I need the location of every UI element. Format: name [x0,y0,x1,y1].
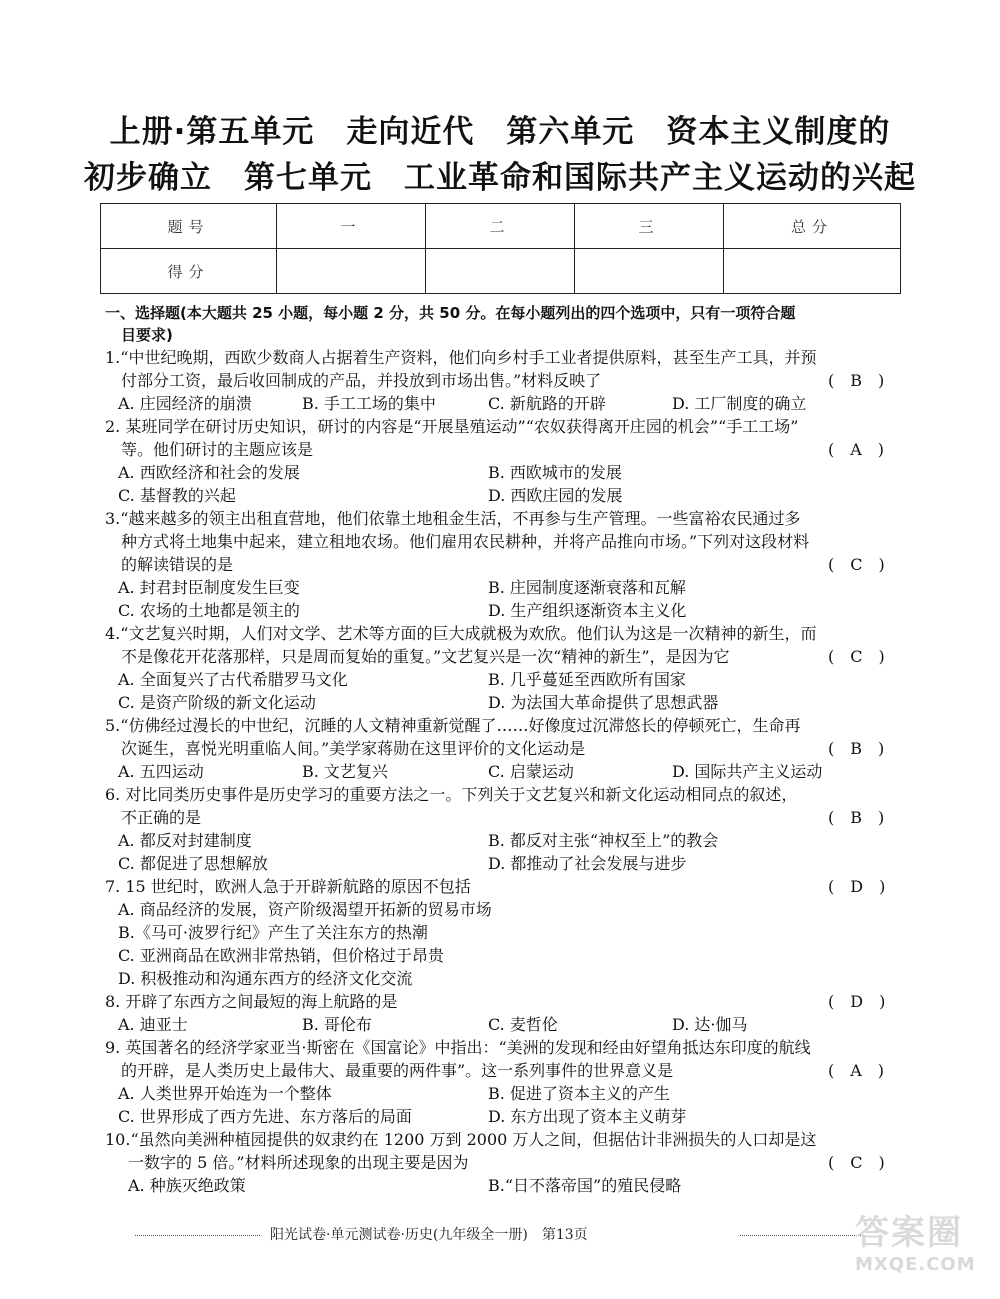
footer-divider-right [740,1235,865,1236]
question-3-text: 种方式将土地集中起来，建立租地农场。他们雇用农民耕种，并将产品推向市场。”下列对这段材料 [121,532,810,551]
option-b: B. 都反对主张“神权至上”的教会 [488,831,719,850]
score-table-header-row [101,204,901,249]
option-d: D. 西欧庄园的发展 [488,486,623,505]
option-b: B.“日不落帝国”的殖民侵略 [488,1176,682,1195]
question-9-text: 9. 英国著名的经济学家亚当·斯密在《国富论》中指出：“美洲的发现和经由好望角抵达东印度的航线 [105,1038,811,1057]
score-cell: 题号 [101,204,277,249]
option-a: A. 种族灭绝政策 [128,1176,246,1195]
option-a: A. 迪亚士 [118,1015,188,1034]
option-c: C. 亚洲商品在欧洲非常热销，但价格过于昂贵 [118,946,444,965]
score-cell [724,249,901,294]
question-3-answer: ( C ) [828,555,885,574]
score-cell: 总分 [724,204,901,249]
watermark-logo [855,1205,995,1295]
question-10-text: 10.“虽然向美洲种植园提供的奴隶约在 1200 万到 2000 万人之间，但据估计非洲损失的人口却是这 [105,1130,817,1149]
page-footer: 阳光试卷·单元测试卷·历史(九年级全一册) 第13页 [270,1227,588,1243]
option-d: D. 积极推动和沟通东西方的经济文化交流 [118,969,413,988]
score-cell [426,249,575,294]
question-8-answer: ( D ) [828,992,886,1011]
option-a: A. 都反对封建制度 [118,831,252,850]
option-d: D. 生产组织逐渐资本主义化 [488,601,687,620]
option-b: B. 几乎蔓延至西欧所有国家 [488,670,686,689]
question-5-text: 次诞生，喜悦光明重临人间。”美学家蒋勋在这里评价的文化运动是 [121,739,586,758]
question-4-text: 不是像花开花落那样，只是周而复始的重复。”文艺复兴是一次“精神的新生”，是因为它 [121,647,730,666]
option-a: A. 封君封臣制度发生巨变 [118,578,300,597]
option-c: C. 新航路的开辟 [488,394,606,413]
question-9-text: 的开辟，是人类历史上最伟大、最重要的两件事”。这一系列事件的世界意义是 [121,1061,674,1080]
option-b: B. 西欧城市的发展 [488,463,622,482]
question-2-text: 2. 某班同学在研讨历史知识，研讨的内容是“开展垦殖运动”“农奴获得离开庄园的机会”“手工工场” [105,417,799,436]
option-a: A. 西欧经济和社会的发展 [118,463,300,482]
option-a: A. 五四运动 [118,762,204,781]
score-table-score-row [101,249,901,294]
score-table [100,203,901,294]
score-cell [277,249,426,294]
option-b: B. 庄园制度逐渐衰落和瓦解 [488,578,686,597]
question-6-text: 不正确的是 [121,808,202,827]
question-1-answer: ( B ) [828,371,885,390]
question-9-answer: ( A ) [828,1061,885,1080]
question-2-text: 等。他们研讨的主题应该是 [121,440,314,459]
option-c: C. 都促进了思想解放 [118,854,268,873]
option-c: C. 世界形成了西方先进、东方落后的局面 [118,1107,412,1126]
score-cell: 二 [426,204,575,249]
section-heading: 一、选择题(本大题共 25 小题，每小题 2 分，共 50 分。在每小题列出的四个选项中，只有一项符合题 [105,304,796,322]
option-d: D. 为法国大革命提供了思想武器 [488,693,719,712]
question-5-answer: ( B ) [828,739,885,758]
option-d: D. 工厂制度的确立 [672,394,807,413]
option-b: B. 文艺复兴 [302,762,388,781]
question-10-text: 一数字的 5 倍。”材料所述现象的出现主要是因为 [128,1153,469,1172]
option-d: D. 达·伽马 [672,1015,748,1034]
option-c: C. 麦哲伦 [488,1015,558,1034]
question-4-answer: ( C ) [828,647,885,666]
watermark-sub: MXQE.COM [855,1254,976,1275]
section-heading-cont: 目要求) [121,326,173,344]
option-a: A. 全面复兴了古代希腊罗马文化 [118,670,348,689]
score-cell: 一 [277,204,426,249]
question-1-text: 付部分工资，最后收回制成的产品，并投放到市场出售。”材料反映了 [121,371,602,390]
option-c: C. 基督教的兴起 [118,486,236,505]
page-title-line-1: 上册·第五单元 走向近代 第六单元 资本主义制度的 [109,114,891,150]
option-b: B. 手工工场的集中 [302,394,436,413]
question-10-answer: ( C ) [828,1153,885,1172]
option-a: A. 商品经济的发展，资产阶级渴望开拓新的贸易市场 [118,900,492,919]
score-cell [575,249,724,294]
option-d: D. 国际共产主义运动 [672,762,823,781]
question-3-text: 的解读错误的是 [121,555,234,574]
option-d: D. 都推动了社会发展与进步 [488,854,687,873]
score-cell: 三 [575,204,724,249]
question-3-text: 3.“越来越多的领主出租直营地，他们依靠土地租金生活，不再参与生产管理。一些富裕农民通过多 [105,509,801,528]
page-title-line-2: 初步确立 第七单元 工业革命和国际共产主义运动的兴起 [84,160,916,196]
option-c: C. 农场的土地都是领主的 [118,601,300,620]
option-b: B. 哥伦布 [302,1015,372,1034]
score-cell: 得分 [101,249,277,294]
option-d: D. 东方出现了资本主义萌芽 [488,1107,687,1126]
footer-divider-left [135,1235,260,1236]
option-a: A. 庄园经济的崩溃 [118,394,252,413]
option-b: B.《马可·波罗行纪》产生了关注东方的热潮 [118,923,428,942]
question-7-text: 7. 15 世纪时，欧洲人急于开辟新航路的原因不包括 [105,877,471,896]
option-c: C. 启蒙运动 [488,762,574,781]
watermark-main: 答案圈 [855,1213,963,1253]
question-1-text: 1.“中世纪晚期，西欧少数商人占据着生产资料，他们向乡村手工业者提供原料，甚至生产工具，并预 [105,348,817,367]
option-c: C. 是资产阶级的新文化运动 [118,693,316,712]
question-6-answer: ( B ) [828,808,885,827]
option-b: B. 促进了资本主义的产生 [488,1084,670,1103]
question-6-text: 6. 对比同类历史事件是历史学习的重要方法之一。下列关于文艺复兴和新文化运动相同点的叙述， [105,785,798,804]
question-4-text: 4.“文艺复兴时期，人们对文学、艺术等方面的巨大成就极为欢欣。他们认为这是一次精神的新生，而 [105,624,817,643]
question-8-text: 8. 开辟了东西方之间最短的海上航路的是 [105,992,398,1011]
question-5-text: 5.“仿佛经过漫长的中世纪，沉睡的人文精神重新觉醒了……好像度过沉滞悠长的停顿死亡，生命再 [105,716,801,735]
question-2-answer: ( A ) [828,440,885,459]
option-a: A. 人类世界开始连为一个整体 [118,1084,332,1103]
question-7-answer: ( D ) [828,877,886,896]
